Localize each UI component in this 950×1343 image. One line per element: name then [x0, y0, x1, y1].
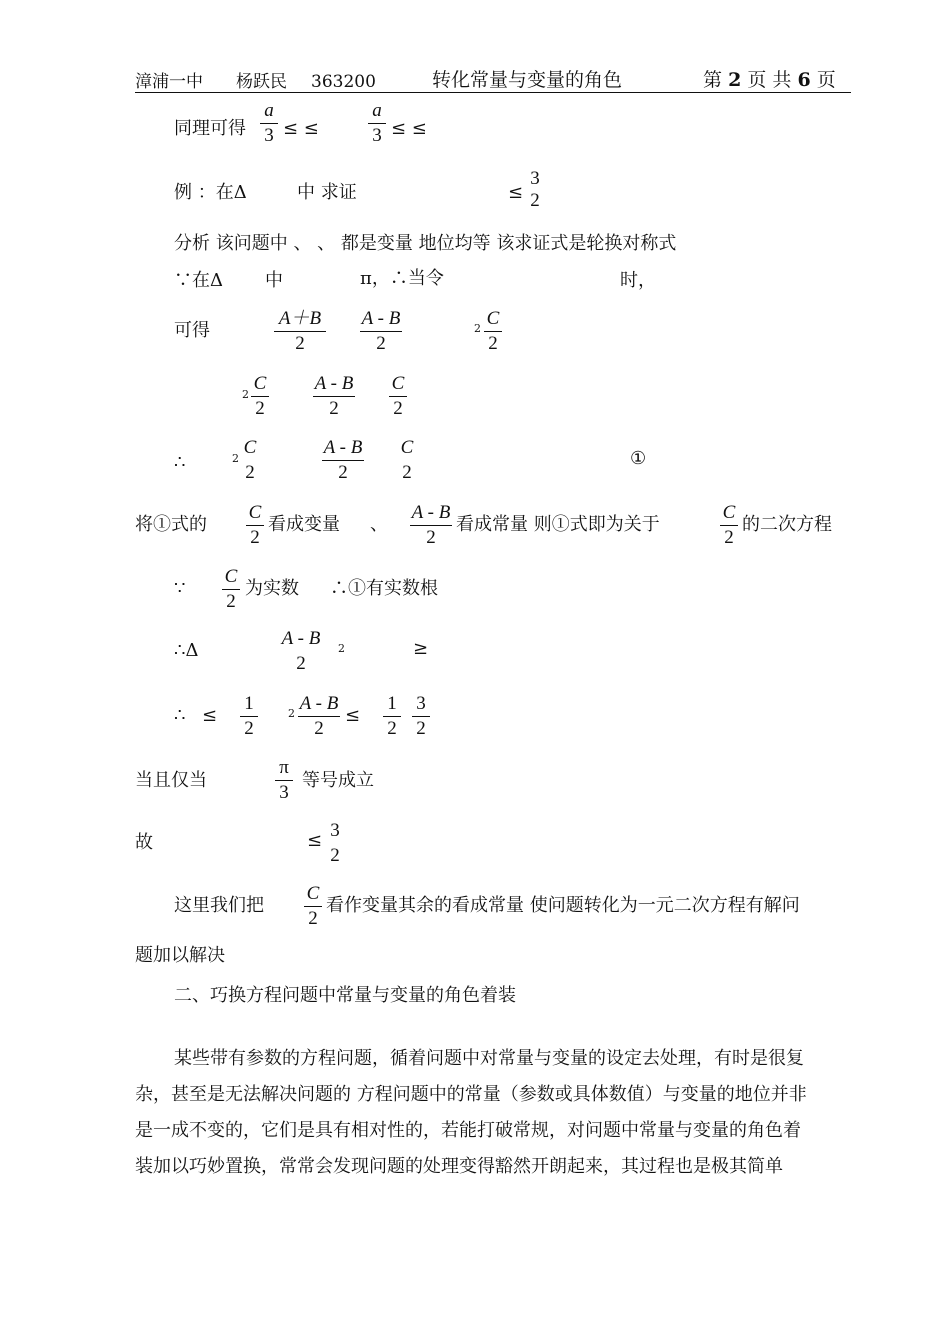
example-prove: 中 求证	[297, 182, 357, 203]
line12-eq: 等号成立	[302, 770, 374, 791]
line15-text: 题加以解决	[135, 945, 225, 966]
line1-le: ≤ ≤	[283, 118, 319, 139]
square-mark: 2	[474, 322, 481, 335]
because-triangle: ∵在Δ	[174, 270, 223, 291]
line9-because: ∵	[174, 578, 186, 599]
fraction-c-over-2: C 2	[484, 308, 502, 355]
fraction-c-over-2-h: C 2	[222, 566, 240, 613]
line4-pi: π，∴当令	[360, 268, 444, 289]
kede-label: 可得	[174, 320, 210, 341]
header-rule	[135, 92, 851, 93]
fraction-a-minus-b-over-2-d: A - B 2	[411, 502, 451, 548]
line13-gu: 故	[135, 832, 153, 853]
line14-p2: 看作变量其余的看成常量 使问题转化为一元二次方程有解问	[326, 895, 800, 916]
line1-text: 同理可得	[174, 118, 246, 139]
line8-p3: 、	[370, 514, 388, 535]
fraction-a-minus-b-over-2-f: A - B 2	[299, 693, 339, 739]
para-line-1: 某些带有参数的方程问题，循着问题中对常量与变量的设定去处理，有时是很复	[174, 1048, 804, 1069]
fraction-3-over-2-c: 3 2	[330, 820, 340, 866]
square-mark-3: 2	[232, 452, 239, 465]
analysis-text: 分析 该问题中 、 、 都是变量 地位均等 该求证式是轮换对称式	[174, 233, 677, 254]
square-mark-4: 2	[338, 642, 345, 655]
fraction-a-plus-b-over-2: A＋B 2	[274, 308, 326, 355]
header-page: 第 2 页 共 6 页	[703, 69, 836, 91]
header-zip: 363200	[311, 72, 376, 92]
line11-le: ≤	[202, 705, 218, 726]
line9-p1: 为实数	[245, 578, 299, 599]
therefore-sign: ∴	[174, 452, 186, 473]
fraction-c-over-2-i: C 2	[304, 883, 322, 930]
example-label: 例 ：在Δ	[174, 182, 247, 203]
para-line-3: 是一成不变的，它们是具有相对性的，若能打破常规，对问题中常量与变量的角色着	[135, 1120, 801, 1141]
line14-p1: 这里我们把	[174, 895, 264, 916]
fraction-a-over-3: a 3	[260, 100, 278, 147]
line8-p5: 的二次方程	[742, 514, 832, 535]
fraction-c-over-2-f: C 2	[246, 502, 264, 549]
line10-ge: ≥	[413, 638, 429, 659]
para-line-2: 杂，甚至是无法解决问题的 方程问题中的常量（参数或具体数值）与变量的地位并非	[135, 1084, 807, 1105]
line12-text: 当且仅当	[135, 770, 207, 791]
fraction-c-over-2-c: C 2	[389, 373, 407, 420]
header-title: 转化常量与变量的角色	[432, 69, 623, 91]
fraction-a-minus-b-over-2-b: A - B 2	[314, 373, 354, 419]
square-mark-5: 2	[288, 707, 295, 720]
fraction-a-minus-b-over-2-c: A - B 2	[323, 437, 363, 483]
fraction-a-over-3-b: a 3	[368, 100, 386, 147]
line11-therefore: ∴	[174, 705, 186, 726]
line11-le2: ≤	[345, 705, 361, 726]
fraction-c-over-2-g: C 2	[720, 502, 738, 549]
fraction-c-over-2-d: C 2	[243, 437, 257, 483]
fraction-1-over-2: 1 2	[240, 693, 258, 740]
line1-le-b: ≤ ≤	[391, 118, 427, 139]
para-line-4: 装加以巧妙置换，常常会发现问题的处理变得豁然开朗起来，其过程也是极其简单	[135, 1156, 783, 1177]
line13-le: ≤	[307, 830, 323, 851]
line9-p2: ∴①有实数根	[330, 578, 438, 599]
fraction-3-over-2: 3 2	[530, 168, 540, 211]
example-le: ≤	[508, 182, 524, 203]
line8-p2: 看成变量	[268, 514, 340, 535]
line4-shi: 时，	[620, 270, 656, 291]
line8-p1: 将①式的	[135, 514, 207, 535]
fraction-1-over-2-b: 1 2	[383, 693, 401, 740]
fraction-c-over-2-e: C 2	[400, 437, 414, 483]
equation-marker-1: ①	[630, 448, 647, 469]
line8-p4: 看成常量 则①式即为关于	[456, 514, 660, 535]
fraction-3-over-2-b: 3 2	[412, 693, 430, 740]
fraction-a-minus-b-over-2: A - B 2	[361, 308, 401, 354]
line10-delta: ∴Δ	[174, 640, 199, 661]
header-school: 漳浦一中	[135, 72, 203, 92]
fraction-pi-over-3: π 3	[275, 757, 293, 804]
section-heading: 二、巧换方程问题中常量与变量的角色着装	[174, 985, 516, 1006]
fraction-a-minus-b-over-2-e: A - B 2	[281, 628, 321, 674]
fraction-c-over-2-b: C 2	[251, 373, 269, 420]
header-author: 杨跃民	[236, 72, 287, 92]
square-mark-2: 2	[242, 388, 249, 401]
line4-zhong: 中	[265, 270, 283, 291]
